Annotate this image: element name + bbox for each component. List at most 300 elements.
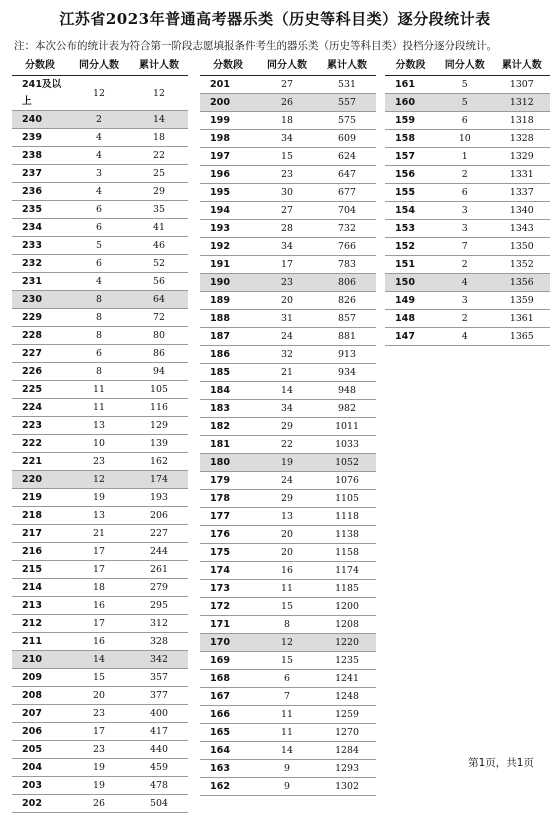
score-cell: 231 (12, 273, 68, 291)
cumulative-cell: 1270 (318, 724, 376, 742)
score-cell: 173 (200, 580, 256, 598)
table-row (12, 219, 188, 237)
same-count-cell: 15 (256, 652, 318, 670)
score-cell: 165 (200, 724, 256, 742)
table-row (385, 112, 550, 130)
table-row (12, 669, 188, 687)
table-row (12, 507, 188, 525)
cumulative-cell: 342 (130, 651, 188, 669)
header-cumulative: 累计人数 (494, 56, 550, 76)
cumulative-cell: 227 (130, 525, 188, 543)
score-cell: 156 (385, 166, 436, 184)
same-count-cell: 15 (68, 669, 130, 687)
same-count-cell: 17 (68, 615, 130, 633)
score-cell: 182 (200, 418, 256, 436)
cumulative-cell: 478 (130, 777, 188, 795)
table-row (200, 184, 376, 202)
cumulative-cell: 1359 (494, 292, 550, 310)
cumulative-cell: 1200 (318, 598, 376, 616)
cumulative-cell: 29 (130, 183, 188, 201)
score-cell: 204 (12, 759, 68, 777)
score-cell: 235 (12, 201, 68, 219)
score-cell: 164 (200, 742, 256, 760)
same-count-cell: 4 (68, 183, 130, 201)
cumulative-cell: 557 (318, 94, 376, 112)
table-row (200, 310, 376, 328)
same-count-cell: 18 (68, 579, 130, 597)
table-row (200, 706, 376, 724)
same-count-cell: 11 (68, 381, 130, 399)
cumulative-cell: 1158 (318, 544, 376, 562)
table-row (200, 130, 376, 148)
same-count-cell: 9 (256, 778, 318, 796)
score-cell: 185 (200, 364, 256, 382)
same-count-cell: 6 (68, 255, 130, 273)
score-cell: 191 (200, 256, 256, 274)
score-cell: 151 (385, 256, 436, 274)
header-score: 分数段 (12, 56, 68, 76)
table-row (12, 147, 188, 165)
score-cell: 193 (200, 220, 256, 238)
same-count-cell: 14 (256, 742, 318, 760)
score-table-3 (385, 56, 550, 346)
score-cell: 202 (12, 795, 68, 813)
cumulative-cell: 1356 (494, 274, 550, 292)
score-table-1 (12, 56, 188, 813)
table-row (12, 273, 188, 291)
cumulative-cell: 766 (318, 238, 376, 256)
table-row (385, 328, 550, 346)
table-row (200, 436, 376, 454)
cumulative-cell: 1337 (494, 184, 550, 202)
score-cell: 179 (200, 472, 256, 490)
table-row (12, 363, 188, 381)
same-count-cell: 21 (68, 525, 130, 543)
table-row (385, 292, 550, 310)
table-row (200, 490, 376, 508)
score-cell: 209 (12, 669, 68, 687)
table-row (12, 453, 188, 471)
same-count-cell: 8 (68, 363, 130, 381)
cumulative-cell: 948 (318, 382, 376, 400)
score-cell: 190 (200, 274, 256, 292)
same-count-cell: 12 (256, 634, 318, 652)
same-count-cell: 23 (256, 166, 318, 184)
score-cell: 199 (200, 112, 256, 130)
cumulative-cell: 1185 (318, 580, 376, 598)
score-cell: 188 (200, 310, 256, 328)
score-cell: 218 (12, 507, 68, 525)
score-cell: 150 (385, 274, 436, 292)
cumulative-cell: 1343 (494, 220, 550, 238)
table-row (200, 220, 376, 238)
score-cell: 203 (12, 777, 68, 795)
same-count-cell: 5 (68, 237, 130, 255)
score-cell: 175 (200, 544, 256, 562)
cumulative-cell: 1365 (494, 328, 550, 346)
same-count-cell: 1 (436, 148, 494, 166)
table-row (12, 201, 188, 219)
table-row (200, 148, 376, 166)
same-count-cell: 11 (256, 724, 318, 742)
cumulative-cell: 377 (130, 687, 188, 705)
table-row (200, 382, 376, 400)
score-cell: 205 (12, 741, 68, 759)
same-count-cell: 26 (68, 795, 130, 813)
cumulative-cell: 1331 (494, 166, 550, 184)
cumulative-cell: 41 (130, 219, 188, 237)
page-title: 江苏省2023年普通高考器乐类（历史等科目类）逐分段统计表 (59, 10, 491, 28)
cumulative-cell: 279 (130, 579, 188, 597)
table-row (200, 238, 376, 256)
cumulative-cell: 80 (130, 327, 188, 345)
score-cell: 240 (12, 111, 68, 129)
cumulative-cell: 783 (318, 256, 376, 274)
same-count-cell: 4 (68, 147, 130, 165)
same-count-cell: 4 (436, 274, 494, 292)
table-row (12, 129, 188, 147)
score-cell: 174 (200, 562, 256, 580)
cumulative-cell: 934 (318, 364, 376, 382)
cumulative-cell: 328 (130, 633, 188, 651)
table-row (12, 183, 188, 201)
cumulative-cell: 1329 (494, 148, 550, 166)
table-row (12, 435, 188, 453)
table-row (385, 76, 550, 94)
score-cell: 208 (12, 687, 68, 705)
same-count-cell: 28 (256, 220, 318, 238)
same-count-cell: 3 (436, 220, 494, 238)
cumulative-cell: 1259 (318, 706, 376, 724)
score-cell: 166 (200, 706, 256, 724)
cumulative-cell: 94 (130, 363, 188, 381)
page-footer: 第1页，共1页 (468, 757, 534, 769)
same-count-cell: 11 (256, 580, 318, 598)
score-cell: 192 (200, 238, 256, 256)
cumulative-cell: 459 (130, 759, 188, 777)
table-row (12, 777, 188, 795)
same-count-cell: 29 (256, 490, 318, 508)
score-cell: 183 (200, 400, 256, 418)
score-cell: 153 (385, 220, 436, 238)
table-row (200, 472, 376, 490)
table-row (200, 454, 376, 472)
same-count-cell: 16 (256, 562, 318, 580)
cumulative-cell: 1350 (494, 238, 550, 256)
table-row (200, 346, 376, 364)
same-count-cell: 24 (256, 328, 318, 346)
table-row (12, 471, 188, 489)
same-count-cell: 17 (68, 561, 130, 579)
score-cell: 234 (12, 219, 68, 237)
score-cell: 236 (12, 183, 68, 201)
cumulative-cell: 35 (130, 201, 188, 219)
same-count-cell: 20 (256, 292, 318, 310)
score-cell: 230 (12, 291, 68, 309)
score-cell: 162 (200, 778, 256, 796)
table-row (12, 255, 188, 273)
score-cell: 238 (12, 147, 68, 165)
same-count-cell: 19 (68, 489, 130, 507)
table-row (12, 237, 188, 255)
cumulative-cell: 46 (130, 237, 188, 255)
cumulative-cell: 1361 (494, 310, 550, 328)
table-row (385, 256, 550, 274)
same-count-cell: 32 (256, 346, 318, 364)
score-cell: 222 (12, 435, 68, 453)
cumulative-cell: 1220 (318, 634, 376, 652)
score-cell: 229 (12, 309, 68, 327)
same-count-cell: 6 (436, 112, 494, 130)
cumulative-cell: 677 (318, 184, 376, 202)
same-count-cell: 4 (68, 129, 130, 147)
table-row (12, 291, 188, 309)
cumulative-cell: 609 (318, 130, 376, 148)
same-count-cell: 20 (256, 544, 318, 562)
table-row (385, 238, 550, 256)
cumulative-cell: 12 (130, 76, 188, 111)
same-count-cell: 34 (256, 400, 318, 418)
same-count-cell: 23 (68, 705, 130, 723)
table-row (200, 688, 376, 706)
cumulative-cell: 206 (130, 507, 188, 525)
same-count-cell: 3 (68, 165, 130, 183)
cumulative-cell: 857 (318, 310, 376, 328)
cumulative-cell: 174 (130, 471, 188, 489)
cumulative-cell: 624 (318, 148, 376, 166)
table-row (200, 598, 376, 616)
table-row (200, 292, 376, 310)
same-count-cell: 6 (68, 345, 130, 363)
same-count-cell: 6 (68, 201, 130, 219)
table-row (385, 202, 550, 220)
same-count-cell: 8 (68, 327, 130, 345)
score-cell: 213 (12, 597, 68, 615)
same-count-cell: 15 (256, 598, 318, 616)
table-row (385, 274, 550, 292)
table-row (200, 670, 376, 688)
table-row (12, 111, 188, 129)
cumulative-cell: 105 (130, 381, 188, 399)
score-cell: 160 (385, 94, 436, 112)
same-count-cell: 34 (256, 238, 318, 256)
table-row (12, 705, 188, 723)
cumulative-cell: 295 (130, 597, 188, 615)
table-row (385, 148, 550, 166)
cumulative-cell: 1241 (318, 670, 376, 688)
table-row (385, 184, 550, 202)
score-cell: 197 (200, 148, 256, 166)
same-count-cell: 6 (68, 219, 130, 237)
cumulative-cell: 18 (130, 129, 188, 147)
cumulative-cell: 86 (130, 345, 188, 363)
table-row (200, 166, 376, 184)
score-cell: 221 (12, 453, 68, 471)
same-count-cell: 23 (68, 453, 130, 471)
cumulative-cell: 1318 (494, 112, 550, 130)
cumulative-cell: 400 (130, 705, 188, 723)
table-row (12, 633, 188, 651)
same-count-cell: 23 (68, 741, 130, 759)
header-same-count: 同分人数 (256, 56, 318, 76)
score-cell: 225 (12, 381, 68, 399)
score-cell: 214 (12, 579, 68, 597)
cumulative-cell: 1340 (494, 202, 550, 220)
same-count-cell: 6 (436, 184, 494, 202)
cumulative-cell: 1208 (318, 616, 376, 634)
cumulative-cell: 22 (130, 147, 188, 165)
same-count-cell: 19 (68, 759, 130, 777)
same-count-cell: 8 (68, 309, 130, 327)
same-count-cell: 14 (68, 651, 130, 669)
same-count-cell: 11 (256, 706, 318, 724)
same-count-cell: 10 (436, 130, 494, 148)
table-row (12, 615, 188, 633)
score-cell: 169 (200, 652, 256, 670)
same-count-cell: 34 (256, 130, 318, 148)
score-cell: 181 (200, 436, 256, 454)
score-cell: 207 (12, 705, 68, 723)
score-cell: 170 (200, 634, 256, 652)
cumulative-cell: 1011 (318, 418, 376, 436)
score-cell: 195 (200, 184, 256, 202)
cumulative-cell: 732 (318, 220, 376, 238)
header-score: 分数段 (385, 56, 436, 76)
score-cell: 148 (385, 310, 436, 328)
table-row (385, 130, 550, 148)
table-row (12, 561, 188, 579)
table-row (200, 544, 376, 562)
cumulative-cell: 116 (130, 399, 188, 417)
score-cell: 239 (12, 129, 68, 147)
score-cell: 168 (200, 670, 256, 688)
cumulative-cell: 312 (130, 615, 188, 633)
same-count-cell: 2 (68, 111, 130, 129)
cumulative-cell: 56 (130, 273, 188, 291)
table-row (12, 759, 188, 777)
same-count-cell: 13 (256, 508, 318, 526)
cumulative-cell: 417 (130, 723, 188, 741)
same-count-cell: 16 (68, 597, 130, 615)
cumulative-cell: 64 (130, 291, 188, 309)
score-cell: 177 (200, 508, 256, 526)
cumulative-cell: 1293 (318, 760, 376, 778)
cumulative-cell: 826 (318, 292, 376, 310)
table-row (12, 687, 188, 705)
same-count-cell: 6 (256, 670, 318, 688)
cumulative-cell: 162 (130, 453, 188, 471)
header-same-count: 同分人数 (68, 56, 130, 76)
table-row (200, 328, 376, 346)
cumulative-cell: 129 (130, 417, 188, 435)
same-count-cell: 5 (436, 94, 494, 112)
score-cell: 227 (12, 345, 68, 363)
score-cell: 172 (200, 598, 256, 616)
table-row (385, 94, 550, 112)
same-count-cell: 17 (68, 543, 130, 561)
same-count-cell: 12 (68, 76, 130, 111)
score-cell: 189 (200, 292, 256, 310)
score-cell: 198 (200, 130, 256, 148)
score-cell: 167 (200, 688, 256, 706)
table-row (12, 795, 188, 813)
score-cell: 219 (12, 489, 68, 507)
same-count-cell: 22 (256, 436, 318, 454)
cumulative-cell: 1284 (318, 742, 376, 760)
table-row (385, 166, 550, 184)
score-cell: 184 (200, 382, 256, 400)
table-row (200, 94, 376, 112)
same-count-cell: 4 (68, 273, 130, 291)
same-count-cell: 24 (256, 472, 318, 490)
cumulative-cell: 193 (130, 489, 188, 507)
same-count-cell: 7 (436, 238, 494, 256)
score-cell: 228 (12, 327, 68, 345)
score-cell: 163 (200, 760, 256, 778)
score-cell: 161 (385, 76, 436, 94)
same-count-cell: 17 (68, 723, 130, 741)
same-count-cell: 2 (436, 256, 494, 274)
score-cell: 196 (200, 166, 256, 184)
table-row (200, 580, 376, 598)
table-row (200, 742, 376, 760)
cumulative-cell: 244 (130, 543, 188, 561)
same-count-cell: 8 (68, 291, 130, 309)
score-cell: 217 (12, 525, 68, 543)
cumulative-cell: 1248 (318, 688, 376, 706)
table-row (12, 345, 188, 363)
score-cell: 223 (12, 417, 68, 435)
cumulative-cell: 52 (130, 255, 188, 273)
header-same-count: 同分人数 (436, 56, 494, 76)
score-cell: 186 (200, 346, 256, 364)
cumulative-cell: 1174 (318, 562, 376, 580)
cumulative-cell: 1307 (494, 76, 550, 94)
table-row (200, 616, 376, 634)
score-cell: 241及以上 (12, 76, 68, 111)
score-cell: 176 (200, 526, 256, 544)
score-cell: 152 (385, 238, 436, 256)
cumulative-cell: 881 (318, 328, 376, 346)
table-row (12, 399, 188, 417)
cumulative-cell: 1302 (318, 778, 376, 796)
cumulative-cell: 14 (130, 111, 188, 129)
cumulative-cell: 25 (130, 165, 188, 183)
cumulative-cell: 357 (130, 669, 188, 687)
score-cell: 211 (12, 633, 68, 651)
score-cell: 215 (12, 561, 68, 579)
score-cell: 210 (12, 651, 68, 669)
same-count-cell: 11 (68, 399, 130, 417)
score-cell: 200 (200, 94, 256, 112)
same-count-cell: 16 (68, 633, 130, 651)
score-cell: 232 (12, 255, 68, 273)
score-cell: 159 (385, 112, 436, 130)
same-count-cell: 12 (68, 471, 130, 489)
same-count-cell: 7 (256, 688, 318, 706)
table-row (200, 724, 376, 742)
same-count-cell: 27 (256, 76, 318, 94)
table-row (200, 418, 376, 436)
cumulative-cell: 982 (318, 400, 376, 418)
note-text: 注：本次公布的统计表为符合第一阶段志愿填报条件考生的器乐类（历史等科目类）投档分逐分段统计。 (14, 40, 497, 52)
cumulative-cell: 1352 (494, 256, 550, 274)
cumulative-cell: 1052 (318, 454, 376, 472)
same-count-cell: 13 (68, 507, 130, 525)
same-count-cell: 8 (256, 616, 318, 634)
cumulative-cell: 504 (130, 795, 188, 813)
score-cell: 212 (12, 615, 68, 633)
